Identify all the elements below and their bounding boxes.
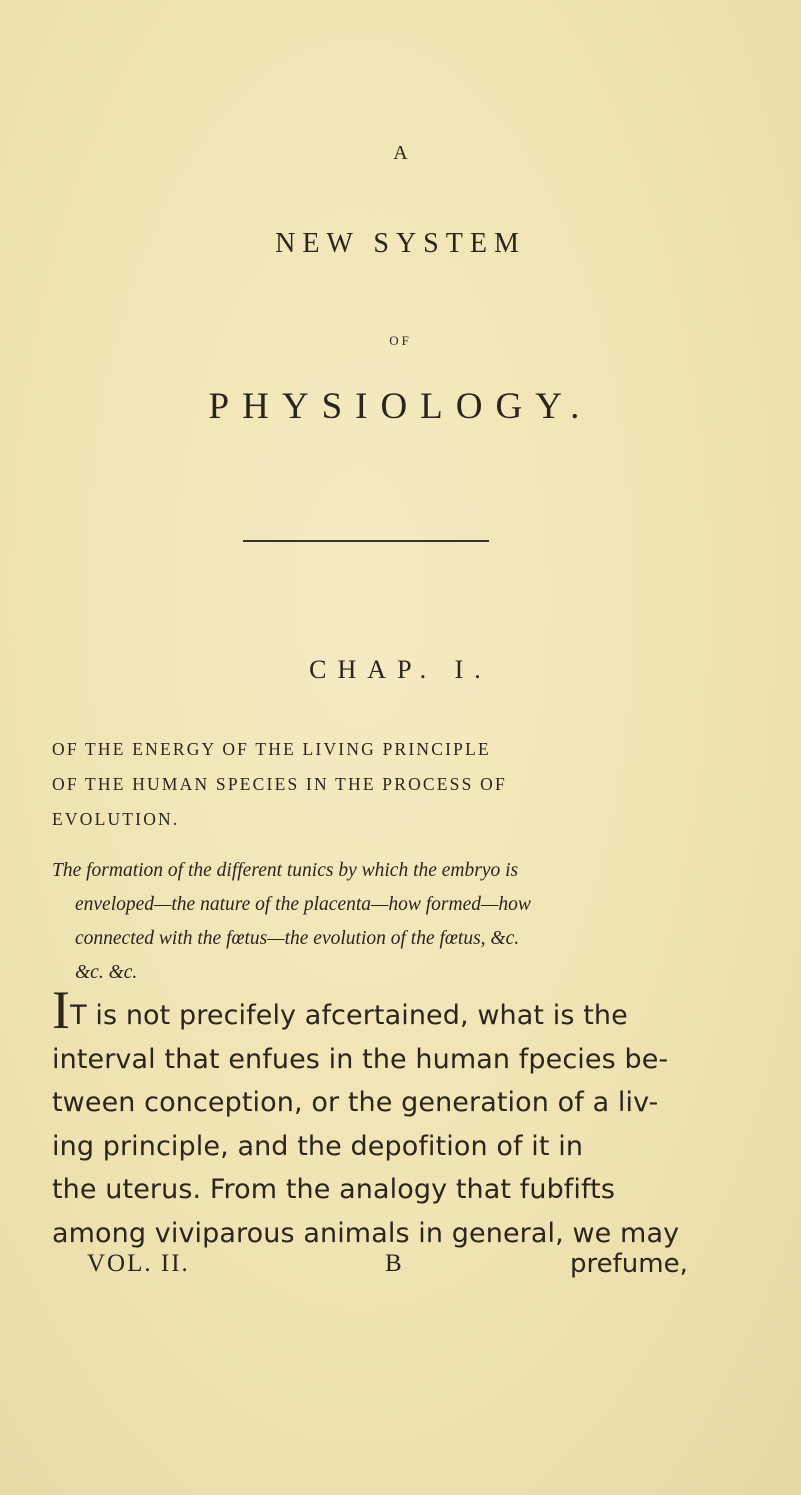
chapter-title-line: OF THE HUMAN SPECIES IN THE PROCESS OF: [52, 774, 507, 794]
body-line: tween conception, or the generation of a liv-: [52, 1087, 659, 1118]
body-line: the uterus. From the analogy that fubfifts: [52, 1174, 615, 1205]
body-line: [52, 980, 752, 1040]
chapter-summary: [52, 854, 752, 990]
chapter-title-line: EVOLUTION.: [52, 809, 180, 829]
body-line: among viviparous animals in general, we may: [52, 1217, 680, 1249]
signature-mark: B: [385, 1250, 402, 1277]
title-of: OF: [389, 333, 412, 348]
body-paragraph: [52, 980, 752, 1255]
drop-cap: I: [52, 980, 71, 1040]
summary-line: The formation of the different tunics by which the embryo is: [52, 860, 519, 881]
body-line: ing principle, and the depofition of it in: [52, 1130, 584, 1162]
chapter-heading: CHAP. I.: [309, 655, 492, 684]
title-line-new-system: NEW SYSTEM: [275, 228, 526, 259]
summary-line: enveloped—the nature of the placenta—how formed—how: [75, 894, 531, 915]
catchword: prefume,: [570, 1249, 688, 1279]
summary-line: &c. &c.: [75, 962, 138, 983]
body-line-text: T is not precifely afcertained, what is the: [70, 1000, 628, 1031]
title-article: A: [393, 142, 408, 164]
chapter-title-line: OF THE ENERGY OF THE LIVING PRINCIPLE: [52, 739, 491, 759]
summary-line: connected with the fœtus—the evolution of the fœtus, &c.: [75, 928, 520, 949]
chapter-title: [52, 732, 752, 837]
body-line: interval that enfues in the human fpecies be-: [52, 1043, 669, 1075]
divider-rule: [243, 540, 489, 542]
title-line-physiology: PHYSIOLOGY.: [208, 386, 593, 427]
volume-number: VOL. II.: [87, 1250, 190, 1277]
